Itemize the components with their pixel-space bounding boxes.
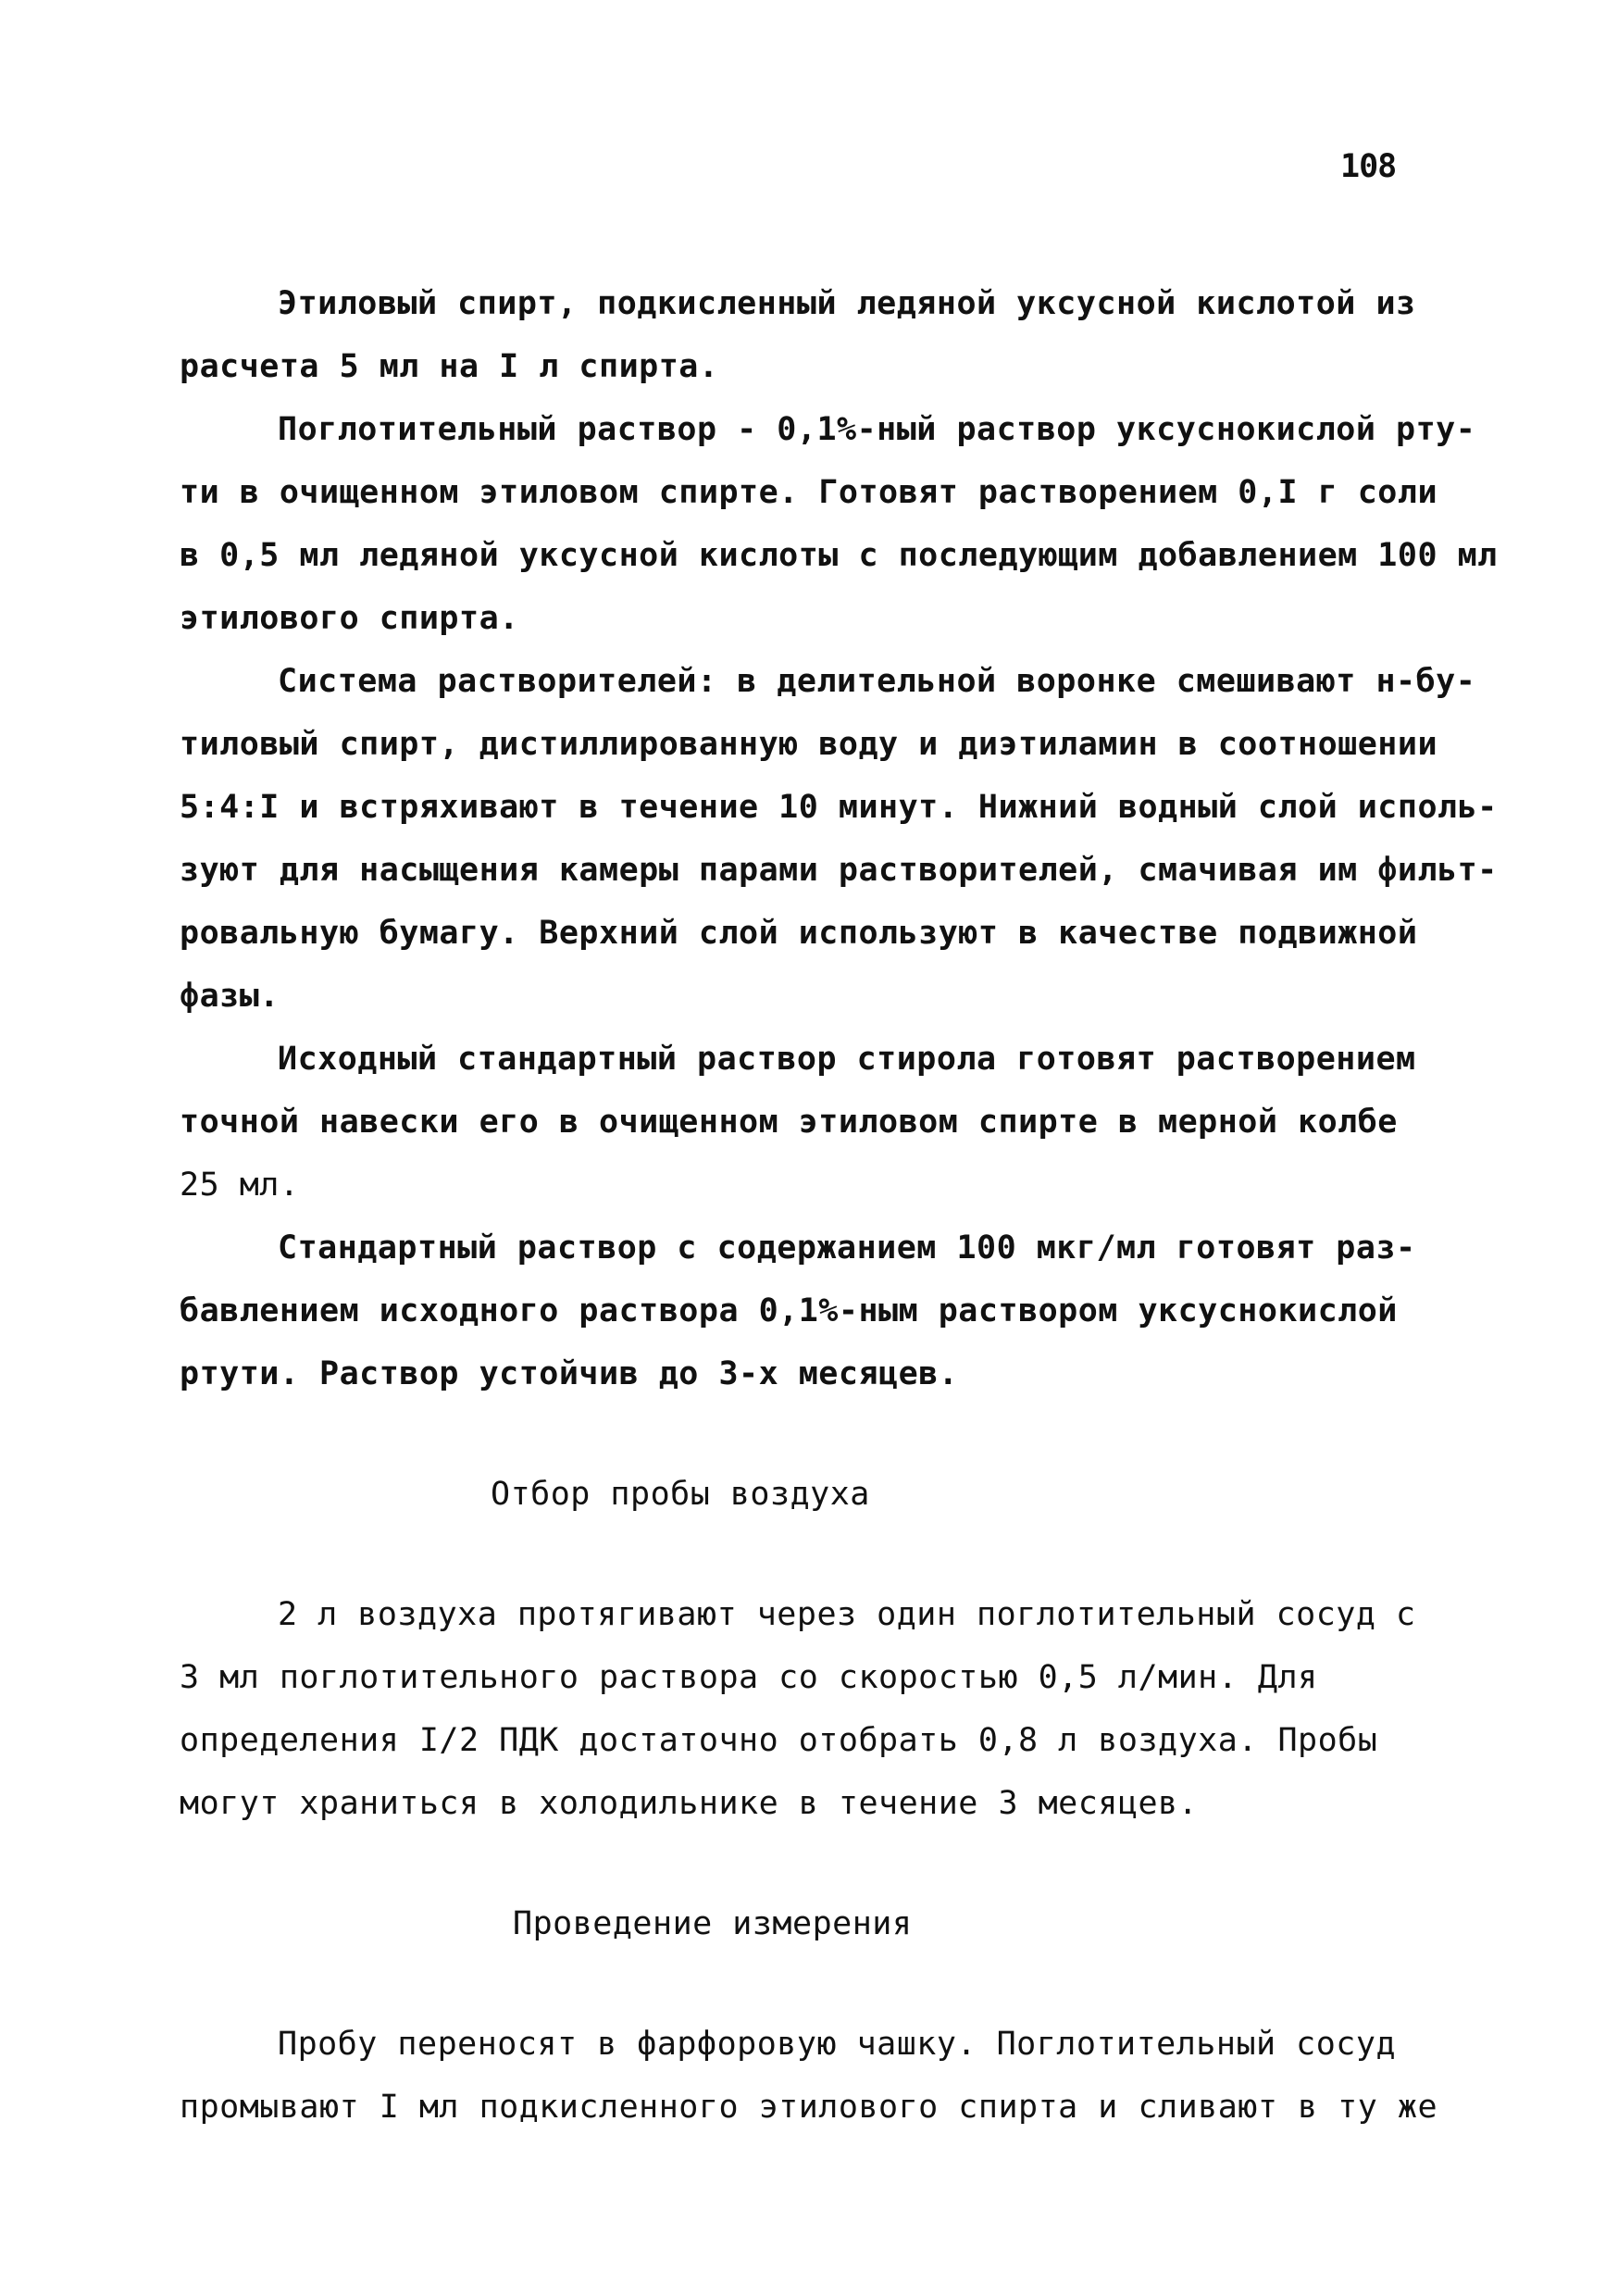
text-line: тиловый спирт, дистиллированную воду и диэтиламин в соотношении bbox=[180, 726, 1438, 763]
text-line: 25 мл. bbox=[180, 1167, 300, 1204]
page-number: 108 bbox=[1340, 148, 1397, 185]
text-line: Исходный стандартный раствор стирола готовят растворением bbox=[278, 1041, 1416, 1078]
text-line: расчета 5 мл на I л спирта. bbox=[180, 348, 719, 385]
text-line: Этиловый спирт, подкисленный ледяной уксусной кислотой из bbox=[278, 285, 1416, 322]
text-line: 3 мл поглотительного раствора со скоростью 0,5 л/мин. Для bbox=[180, 1659, 1318, 1696]
text-line: Система растворителей: в делительной воронке смешивают н-бу- bbox=[278, 663, 1476, 700]
text-line: ровальную бумагу. Верхний слой используют в качестве подвижной bbox=[180, 915, 1418, 952]
text-line: в 0,5 мл ледяной уксусной кислоты с последующим добавлением 100 мл bbox=[180, 537, 1498, 574]
text-line: Пробу переносят в фарфоровую чашку. Поглотительный сосуд bbox=[278, 2026, 1397, 2063]
text-line: ртути. Раствор устойчив до 3-х месяцев. bbox=[180, 1355, 959, 1392]
text-line: определения I/2 ПДК достаточно отобрать 0,8 л воздуха. Пробы bbox=[180, 1722, 1378, 1759]
text-line: 2 л воздуха протягивают через один поглотительный сосуд с bbox=[278, 1596, 1416, 1633]
text-line: этилового спирта. bbox=[180, 600, 519, 637]
section-heading-measurement: Проведение измерения bbox=[513, 1905, 913, 1942]
text-line: зуют для насыщения камеры парами растворителей, смачивая им фильт- bbox=[180, 852, 1498, 889]
text-line: промывают I мл подкисленного этилового спирта и сливают в ту же bbox=[180, 2089, 1438, 2126]
text-line: точной навески его в очищенном этиловом спирте в мерной колбе bbox=[180, 1104, 1398, 1141]
text-line: 5:4:I и встряхивают в течение 10 минут. Нижний водный слой исполь- bbox=[180, 789, 1498, 826]
section-heading-sampling: Отбор пробы воздуха bbox=[491, 1476, 870, 1513]
text-line: бавлением исходного раствора 0,1%-ным раствором уксуснокислой bbox=[180, 1292, 1398, 1329]
text-line: фазы. bbox=[180, 978, 280, 1015]
text-line: Стандартный раствор с содержанием 100 мкг/мл готовят раз- bbox=[278, 1229, 1416, 1267]
text-line: ти в очищенном этиловом спирте. Готовят растворением 0,I г соли bbox=[180, 474, 1438, 511]
text-line: могут храниться в холодильнике в течение 3 месяцев. bbox=[180, 1785, 1199, 1822]
text-line: Поглотительный раствор - 0,1%-ный раствор уксуснокислой рту- bbox=[278, 411, 1476, 448]
